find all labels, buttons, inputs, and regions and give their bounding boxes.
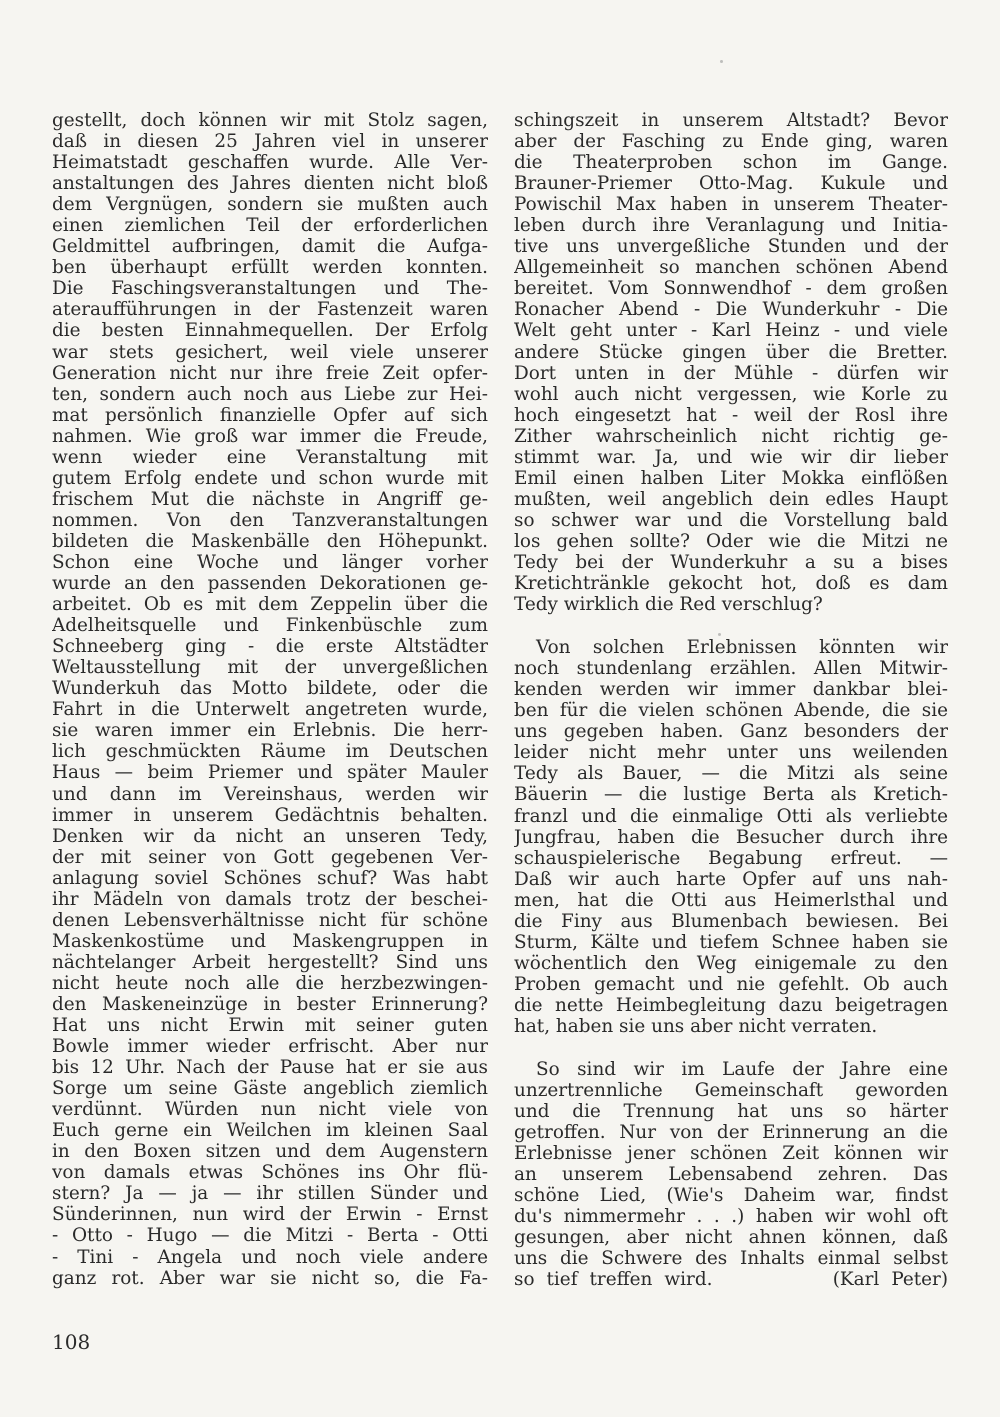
text-line: du's nimmermehr . . .) haben wir wohl oft [514,1206,948,1228]
paragraph-continued [514,110,948,615]
text-line: wenn wieder eine Veranstaltung mit [52,446,488,468]
paragraph [514,1059,948,1291]
text-line: Bäuerin — die lustige Berta als Kretich- [514,784,948,806]
text-line: mußten, weil angeblich dein edles Haupt [514,488,948,510]
text-line: anstaltungen des Jahres dienten nicht bloß [52,173,488,195]
text-line: andere Stücke gingen über die Bretter. [514,341,948,363]
text-line: Allgemeinheit so manchen schönen Abend [514,257,948,279]
text-line: Die Faschingsveranstaltungen und The- [52,278,488,300]
text-line: arbeitet. Ob es mit dem Zeppelin über die [52,594,488,616]
text-line: ateraufführungen in der Fastenzeit waren [52,299,488,321]
text-line: Haus — beim Priemer und später Mauler [52,762,488,784]
text-line: ben für die vielen schönen Abende, die sie [514,700,948,722]
text-line: Bowle immer wieder erfrischt. Aber nur [52,1036,488,1058]
text-line: Schon eine Woche und länger vorher [52,551,488,573]
text-line: Euch gerne ein Weilchen im kleinen Saal [52,1120,488,1142]
text-line: schingszeit in unserem Altstadt? Bevor [514,110,948,131]
text-line: bereitet. Vom Sonnwendhof - dem großen [514,278,948,300]
paragraph [514,637,948,1037]
text-line: Weltausstellung mit der unvergeßlichen [52,657,488,679]
text-line: aber der Fasching zu Ende ging, waren [514,131,948,153]
text-line: unzertrennliche Gemeinschaft geworden [514,1080,948,1102]
text-line: gesungen, aber nicht ahnen können, daß [514,1227,948,1249]
text-line: wöchentlich den Weg einigemale zu den [514,952,948,974]
text-line: Wunderkuh das Motto bildete, oder die [52,678,488,700]
text-line: war stets gesichert, weil viele unserer [52,341,488,363]
right-column [514,110,948,1291]
text-line: die Theaterproben schon im Gange. [514,152,948,174]
text-line: immer in unserem Gedächtnis behalten. [52,804,488,826]
text-line: Denken wir da nicht an unseren Tedy, [52,825,488,847]
text-line: Generation nicht nur ihre freie Zeit opfer- [52,362,488,384]
text-line: Emil einen halben Liter Mokka einflößen [514,467,948,489]
text-line: den Maskeneinzüge in bester Erinnerung? [52,993,488,1015]
text-line: die nette Heimbegleitung dazu beigetragen [514,994,948,1016]
text-line: Zither wahrscheinlich nicht richtig ge- [514,425,948,447]
text-line: Erlebnisse jener schönen Zeit können wir [514,1143,948,1165]
left-column [52,110,488,1289]
text-line: die Finy aus Blumenbach bewiesen. Bei [514,910,948,932]
text-line: Sorge um seine Gäste angeblich ziemlich [52,1078,488,1100]
text-line: Tedy bei der Wunderkuhr a su a bises [514,551,948,573]
text-line: ben überhaupt erfüllt werden konnten. [52,257,488,279]
text-line: schauspielerische Begabung erfreut. — [514,847,948,869]
text-line: einen ziemlichen Teil der erforderlichen [52,215,488,237]
text-line: ganz rot. Aber war sie nicht so, die Fa- [52,1267,488,1289]
text-line: an unserem Lebensabend zehren. Das [514,1164,948,1186]
text-line: die besten Einnahmequellen. Der Erfolg [52,320,488,342]
text-line: nächtelanger Arbeit hergestellt? Sind uns [52,951,488,973]
text-line: lich geschmückten Räume im Deutschen [52,741,488,763]
text-line: Heimatstadt geschaffen wurde. Alle Ver- [52,152,488,174]
text-line: Fahrt in die Unterwelt angetreten wurde, [52,699,488,721]
text-line: Jungfrau, haben die Besucher durch ihre [514,826,948,848]
paragraph-gap [514,615,948,637]
text-line: hat, haben sie uns aber nicht verraten. [514,1015,878,1037]
paper-speck [720,60,723,63]
text-line: men, hat die Otti aus Heimerlsthal und [514,889,948,911]
text-line: nommen. Von den Tanzveranstaltungen [52,509,488,531]
text-line: uns gegeben haben. Ganz besonders der [514,721,948,743]
text-line: Geldmittel aufbringen, damit die Aufga- [52,236,488,258]
text-line: Daß wir auch harte Opfer auf uns nah- [514,868,948,890]
text-line: kenden werden wir immer dankbar blei- [514,679,948,701]
text-line: leben durch ihre Veranlagung und Initia- [514,215,948,237]
text-line: Tedy als Bauer, — die Mitzi als seine [514,763,948,785]
text-line: wohl auch nicht vergessen, wie Korle zu [514,383,948,405]
text-line: Von solchen Erlebnissen könnten wir [536,637,948,659]
text-line: von damals etwas Schönes ins Ohr flü- [52,1162,488,1184]
text-line: mat persönlich finanzielle Opfer auf sich [52,404,488,426]
text-line: stern? Ja — ja — ihr stillen Sünder und [52,1183,488,1205]
text-line: sie waren immer ein Erlebnis. Die herr- [52,720,488,742]
text-line: tive uns unvergeßliche Stunden und der [514,236,948,258]
text-line: dem Vergnügen, sondern sie mußten auch [52,194,488,216]
text-line: und die Trennung hat uns so härter [514,1101,948,1123]
text-line: Hat uns nicht Erwin mit seiner guten [52,1015,488,1037]
text-line: wurde an den passenden Dekorationen ge- [52,573,488,595]
text-line: Tedy wirklich die Red verschlug? [514,594,823,616]
text-line: hoch eingesetzt hat - weil der Rosl ihre [514,404,948,426]
text-line: So sind wir im Laufe der Jahre eine [536,1059,948,1081]
text-line: ihr Mädeln von damals trotz der beschei- [52,888,488,910]
text-line: so schwer war und die Vorstellung bald [514,509,948,531]
text-line: nahmen. Wie groß war immer die Freude, [52,425,488,447]
text-line: Sünderinnen, nun wird der Erwin - Ernst [52,1204,488,1226]
text-line: bildeten die Maskenbälle den Höhepunkt. [52,530,488,552]
text-line: getroffen. Nur von der Erinnerung an die [514,1122,948,1144]
text-line: Sturm, Kälte und tiefem Schnee haben sie [514,931,948,953]
text-line: denen Lebensverhältnisse nicht für schöne [52,909,488,931]
text-line: uns die Schwere des Inhalts einmal selbst [514,1248,948,1270]
text-line: ten, sondern auch noch aus Liebe zur Hei- [52,383,488,405]
page-number: 108 [52,1330,91,1354]
text-line: - Tini - Angela und noch viele andere [52,1246,488,1268]
text-line: verdünnt. Würden nun nicht viele von [52,1099,488,1121]
paragraph-gap [514,1037,948,1059]
text-line: franzl und die einmalige Otti als verliebte [514,805,948,827]
text-line: noch stundenlang erzählen. Allen Mitwir- [514,658,948,680]
text-line: los gehen sollte? Oder wie die Mitzi ne [514,530,948,552]
text-line: gestellt, doch können wir mit Stolz sagen, [52,110,488,131]
paper-speck [718,633,721,636]
text-line: daß in diesen 25 Jahren viel in unserer [52,131,488,153]
text-line: schöne Lied, (Wie's Daheim war, findst [514,1185,948,1207]
text-line: gutem Erfolg endete und schon wurde mit [52,467,488,489]
text-line-signature: so tief treffen wird. (Karl Peter) [514,1269,948,1291]
text-line: Brauner-Priemer Otto-Mag. Kukule und [514,173,948,195]
text-line: Maskenkostüme und Maskengruppen in [52,930,488,952]
text-line: Dort unten in der Mühle - dürfen wir [514,362,948,384]
text-line: frischem Mut die nächste in Angriff ge- [52,488,488,510]
text-line: stimmt war. Ja, und wie wir dir lieber [514,446,948,468]
text-line: in den Boxen sitzen und dem Augenstern [52,1141,488,1163]
text-line: Kretichtränkle gekocht hot, doß es dam [514,573,948,595]
text-line: anlagung soviel Schönes schuf? Was habt [52,867,488,889]
text-line: Ronacher Abend - Die Wunderkuhr - Die [514,299,948,321]
text-line: Welt geht unter - Karl Heinz - und viele [514,320,948,342]
text-line: bis 12 Uhr. Nach der Pause hat er sie aus [52,1057,488,1079]
text-line: leider nicht mehr unter uns weilenden [514,742,948,764]
text-line: nicht heute noch alle die herzbezwingen- [52,972,488,994]
text-line: Adelheitsquelle und Finkenbüschle zum [52,615,488,637]
text-line: und dann im Vereinshaus, werden wir [52,783,488,805]
text-line: Schneeberg ging - die erste Altstädter [52,636,488,658]
text-line: Powischil Max haben in unserem Theater- [514,194,948,216]
text-line: Proben gemacht und nie gefehlt. Ob auch [514,973,948,995]
text-line: der mit seiner von Gott gegebenen Ver- [52,846,488,868]
text-line: - Otto - Hugo — die Mitzi - Berta - Otti [52,1225,488,1247]
